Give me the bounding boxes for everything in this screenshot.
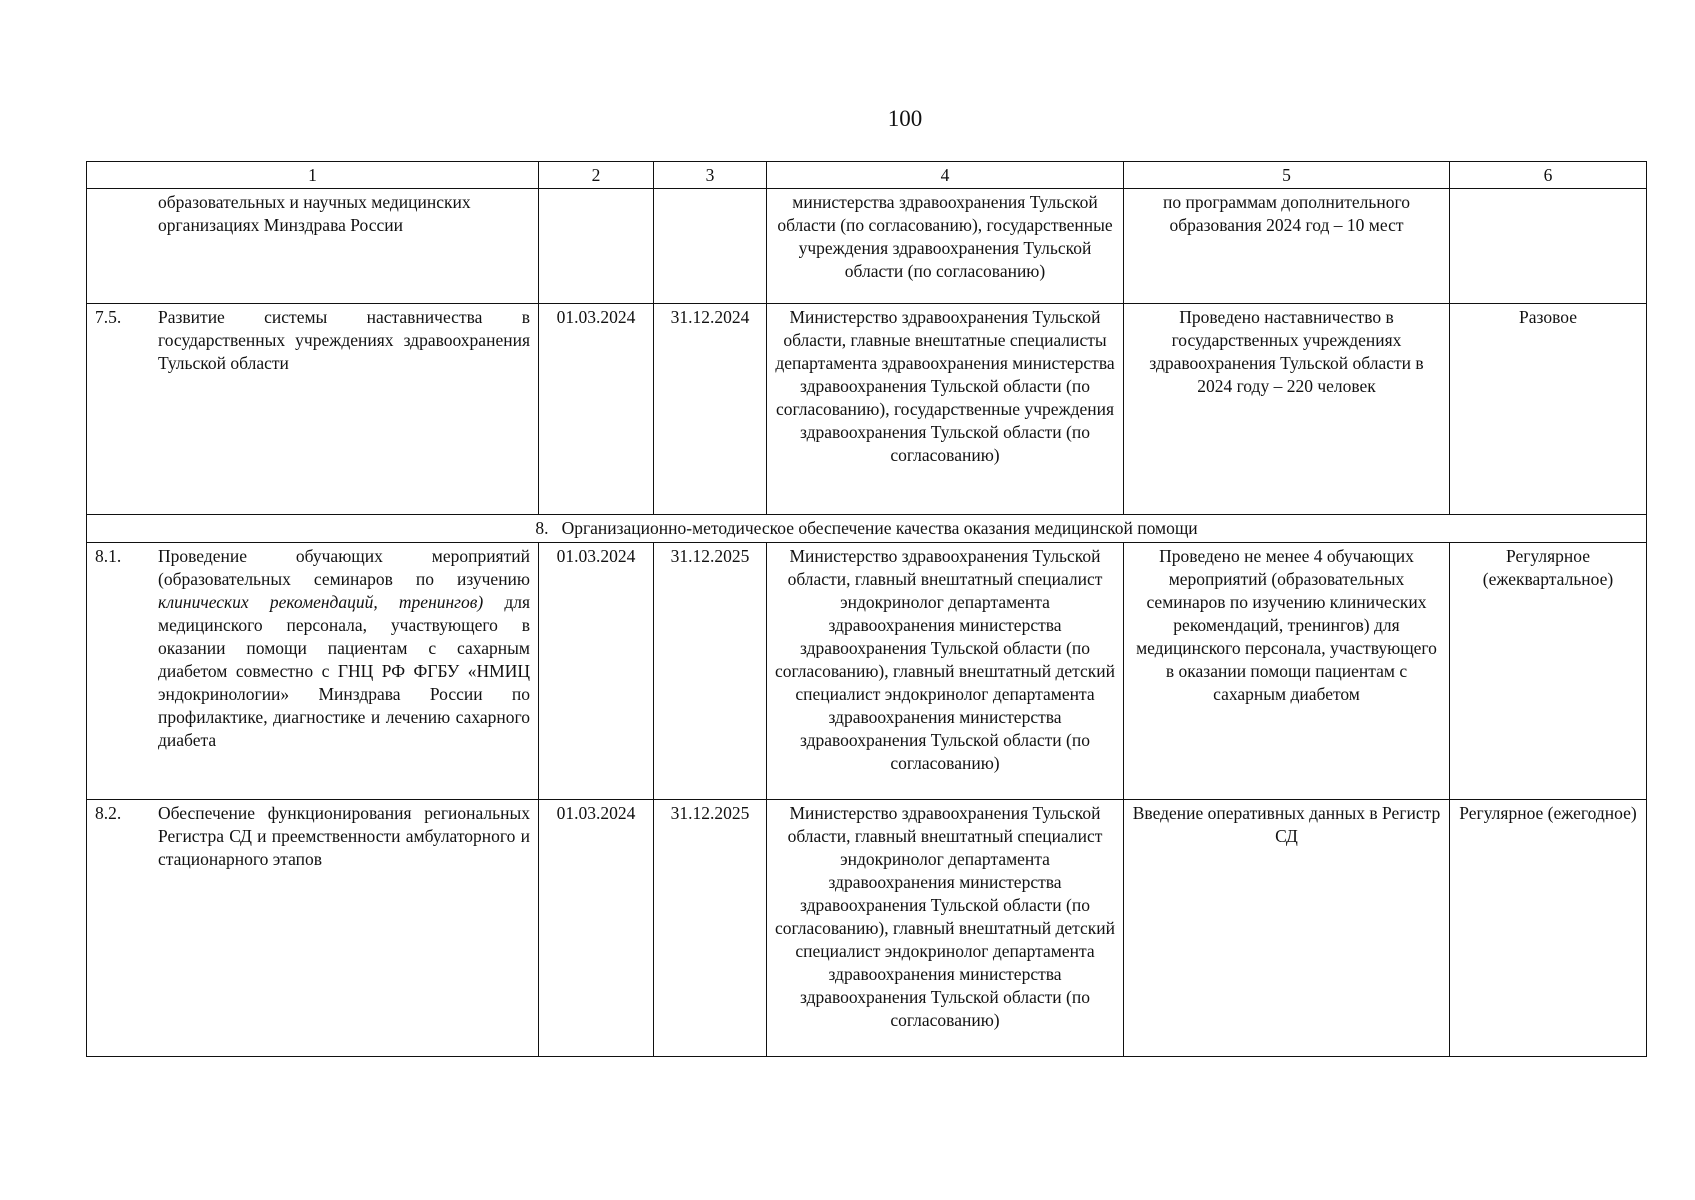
column-number-1: 1: [87, 162, 539, 189]
section-number: 8.: [535, 518, 549, 538]
start-date: 01.03.2024: [539, 800, 654, 1057]
plan-table: [86, 161, 1647, 1057]
table-row: [87, 800, 1647, 1057]
column-number-3: 3: [654, 162, 767, 189]
table-row: [87, 304, 1647, 515]
activity-name: Развитие системы наставничества в государственных учреждениях здравоохранения Тульской области: [158, 307, 530, 373]
continuation-executor: министерства здравоохранения Тульской области (по согласованию), государственные учреждения здравоохранения Тульской области (по согласованию): [767, 189, 1124, 304]
continuation-row: [87, 189, 1647, 304]
result: Проведено не менее 4 обучающих мероприятий (образовательных семинаров по изучению клинических рекомендаций, тренингов) для медицинского персонала, участвующего в оказании помощи пациентам с сахарным диабетом: [1124, 543, 1450, 800]
continuation-result: по программам дополнительного образования 2024 год – 10 мест: [1124, 189, 1450, 304]
frequency: Разовое: [1450, 304, 1647, 515]
section-title: Организационно-методическое обеспечение качества оказания медицинской помощи: [561, 518, 1198, 538]
section-heading-row: [87, 515, 1647, 543]
result: Проведено наставничество в государственных учреждениях здравоохранения Тульской области в 2024 году – 220 человек: [1124, 304, 1450, 515]
end-date: 31.12.2025: [654, 543, 767, 800]
table-row: [87, 543, 1647, 800]
column-number-row: [87, 162, 1647, 189]
executor: Министерство здравоохранения Тульской области, главный внештатный специалист эндокринолог департамента здравоохранения министерства здравоохранения Тульской области (по согласованию), главный внештатный детский специалист эндокринолог департамента здравоохранения министерства здравоохранения Тульской области (по согласованию): [767, 800, 1124, 1057]
activity-name: Проведение обучающих мероприятий (образовательных семинаров по изучению клинических рекомендаций, тренингов) для медицинского персонала, участвующего в оказании помощи пациентам с сахарным диабетом совместно с ГНЦ РФ ФГБУ «НМИЦ эндокринологии» Минздрава России по профилактике, диагностике и лечению сахарного диабета: [158, 546, 530, 750]
page-number: 100: [887, 106, 923, 131]
column-number-2: 2: [539, 162, 654, 189]
end-date: 31.12.2025: [654, 800, 767, 1057]
start-date: 01.03.2024: [539, 304, 654, 515]
result: Введение оперативных данных в Регистр СД: [1124, 800, 1450, 1057]
column-number-6: 6: [1450, 162, 1647, 189]
frequency: Регулярное (ежегодное): [1450, 800, 1647, 1057]
row-number: 8.2.: [95, 803, 122, 823]
frequency: Регулярное (ежеквартальное): [1450, 543, 1647, 800]
column-number-5: 5: [1124, 162, 1450, 189]
row-number: 7.5.: [95, 307, 122, 327]
row-number: 8.1.: [95, 546, 122, 566]
activity-name: Обеспечение функционирования региональных Регистра СД и преемственности амбулаторного и стационарного этапов: [158, 803, 530, 869]
continuation-name: образовательных и научных медицинских организациях Минздрава России: [158, 192, 471, 235]
end-date: 31.12.2024: [654, 304, 767, 515]
start-date: 01.03.2024: [539, 543, 654, 800]
column-number-4: 4: [767, 162, 1124, 189]
executor: Министерство здравоохранения Тульской области, главные внештатные специалисты департамента здравоохранения министерства здравоохранения Тульской области (по согласованию), государственные учреждения здравоохранения Тульской области (по согласованию): [767, 304, 1124, 515]
executor: Министерство здравоохранения Тульской области, главный внештатный специалист эндокринолог департамента здравоохранения министерства здравоохранения Тульской области (по согласованию), главный внештатный детский специалист эндокринолог департамента здравоохранения министерства здравоохранения Тульской области (по согласованию): [767, 543, 1124, 800]
